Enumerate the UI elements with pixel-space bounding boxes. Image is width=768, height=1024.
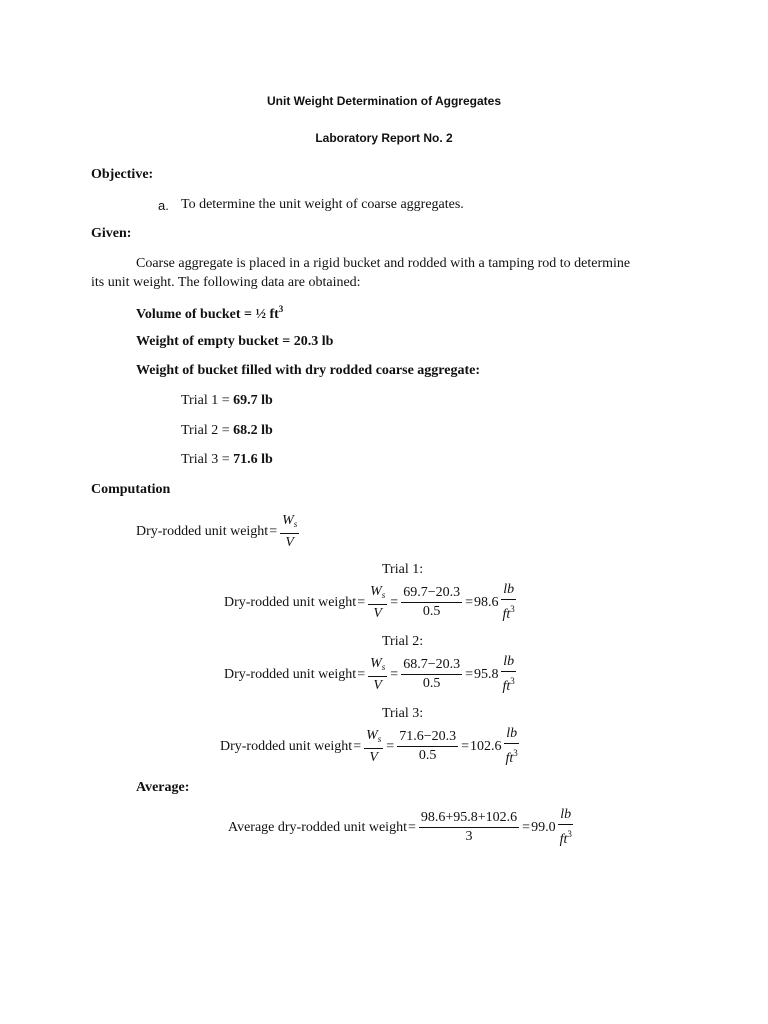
given-trial-1-label: Trial 1 = xyxy=(181,393,234,408)
bucket-volume xyxy=(136,304,283,323)
given-paragraph-line1: Coarse aggregate is placed in a rigid bucket and rodded with a tamping rod to determine xyxy=(136,256,631,271)
trial-2-values-fraction xyxy=(401,657,462,692)
ws-over-v-fraction xyxy=(280,513,299,551)
trial-3-equation: Dry-rodded unit weight = $\frac{W_s}{V}$ = $\frac{71.6-20.3}{0.5}$ = 102.6 $\frac{lb}{ft^3}$ xyxy=(220,726,518,766)
trial-2-result: 95.8 xyxy=(474,666,499,682)
average-values-fraction xyxy=(419,810,519,845)
average-numerator: 98.6+95.8+102.6 xyxy=(419,810,519,828)
average-equation: Average dry-rodded unit weight = $\frac{98.6+95.8+102.6}{3}$ = 99.0 $\frac{lb}{ft^3}$ xyxy=(228,807,572,847)
trial-1-label: Trial 1: xyxy=(382,562,424,577)
average-result: 99.0 xyxy=(531,819,556,835)
trial-2-label: Trial 2: xyxy=(382,634,424,649)
trial-2-equation-label: Dry-rodded unit weight xyxy=(224,666,357,682)
document-subtitle: Laboratory Report No. 2 xyxy=(315,131,453,145)
trial-2-equation: Dry-rodded unit weight = $\frac{W_s}{V}$ = $\frac{68.7-20.3}{0.5}$ = 95.8 $\frac{lb}{ft^3}$ xyxy=(224,654,515,694)
bucket-volume-exponent: 3 xyxy=(278,304,284,314)
given-trial-2-value: 68.2 lb xyxy=(233,423,273,438)
average-unit: $\frac{lb}{ft^3}$ xyxy=(559,807,572,847)
trial-2-ws-over-v: $\frac{W_s}{V}$ xyxy=(370,655,386,693)
document-title: Unit Weight Determination of Aggregates xyxy=(266,94,501,108)
average-equation-label: Average dry-rodded unit weight xyxy=(228,819,407,835)
objective-item-marker: a. xyxy=(158,198,169,213)
trial-1-ws-over-v: $\frac{W_s}{V}$ xyxy=(370,583,386,621)
trial-2-denominator: 0.5 xyxy=(422,676,441,691)
trial-3-equation-label: Dry-rodded unit weight xyxy=(220,738,353,754)
given-trial-3 xyxy=(181,452,273,468)
trial-2-numerator: 68.7−20.3 xyxy=(401,657,462,675)
filled-bucket-heading: Weight of bucket filled with dry rodded coarse aggregate: xyxy=(136,363,481,378)
equals-sign: = xyxy=(269,524,278,539)
average-heading: Average: xyxy=(136,780,190,795)
trial-1-equation: Dry-rodded unit weight = $\frac{W_s}{V}$ = $\frac{69.7-20.3}{0.5}$ = 98.6 $\frac{lb}{ft^3}$ xyxy=(224,582,515,622)
trial-3-ws-over-v: $\frac{W_s}{V}$ xyxy=(366,727,382,765)
trial-3-result: 102.6 xyxy=(470,738,502,754)
average-denominator: 3 xyxy=(465,829,473,844)
objective-heading: Objective: xyxy=(91,167,154,182)
given-trial-1 xyxy=(181,393,273,409)
general-formula xyxy=(136,513,301,551)
computation-heading: Computation xyxy=(91,482,171,497)
general-formula-label: Dry-rodded unit weight xyxy=(136,524,269,539)
trial-1-numerator: 69.7−20.3 xyxy=(401,585,462,603)
given-trial-3-label: Trial 3 = xyxy=(181,452,234,467)
trial-2-unit: $\frac{lb}{ft^3}$ xyxy=(502,654,515,694)
ws-subscript: s xyxy=(293,519,298,529)
bucket-volume-text: Volume of bucket = ½ ft xyxy=(136,307,279,322)
given-heading: Given: xyxy=(91,226,132,241)
trial-1-equation-label: Dry-rodded unit weight xyxy=(224,594,357,610)
empty-bucket-weight: Weight of empty bucket = 20.3 lb xyxy=(136,334,334,349)
given-trial-3-value: 71.6 lb xyxy=(233,452,273,467)
trial-3-unit: $\frac{lb}{ft^3}$ xyxy=(505,726,518,766)
trial-1-values-fraction xyxy=(401,585,462,620)
trial-1-denominator: 0.5 xyxy=(422,604,441,619)
given-trial-1-value: 69.7 lb xyxy=(233,393,273,408)
ws-symbol: W xyxy=(282,513,294,528)
given-paragraph-line2: its unit weight. The following data are obtained: xyxy=(91,275,361,290)
trial-3-denominator: 0.5 xyxy=(418,748,437,763)
trial-1-result: 98.6 xyxy=(474,594,499,610)
objective-item-text: To determine the unit weight of coarse aggregates. xyxy=(181,197,464,212)
v-symbol: V xyxy=(285,535,294,550)
trial-3-numerator: 71.6−20.3 xyxy=(397,729,458,747)
trial-3-label: Trial 3: xyxy=(382,706,424,721)
given-trial-2-label: Trial 2 = xyxy=(181,423,234,438)
trial-1-unit: $\frac{lb}{ft^3}$ xyxy=(502,582,515,622)
given-trial-2 xyxy=(181,423,273,439)
trial-3-values-fraction xyxy=(397,729,458,764)
